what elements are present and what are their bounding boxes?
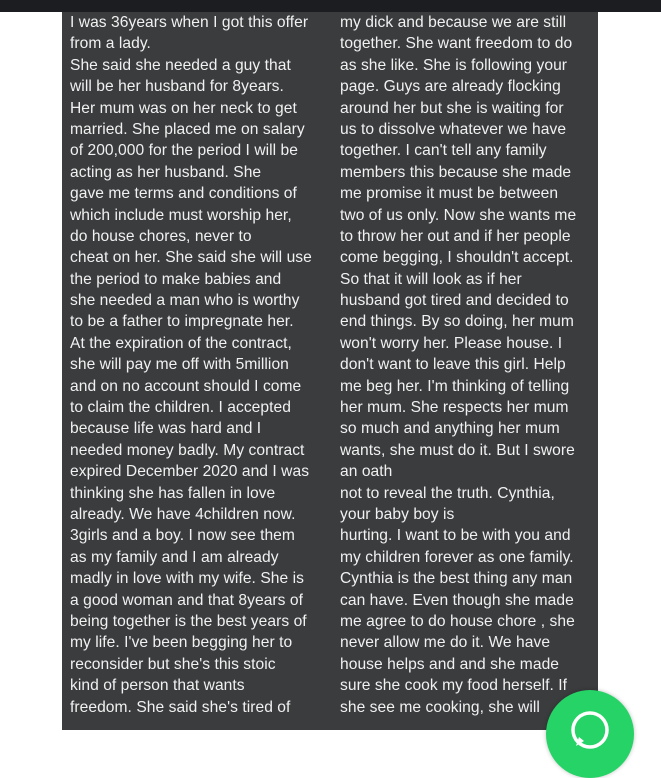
post-text-line: acting as her husband. She <box>70 163 262 181</box>
post-text-line: she see me cooking, she will <box>340 698 540 716</box>
post-text-line: two of us only. Now she wants me <box>340 206 577 224</box>
post-text-line: won't worry her. Please house. I <box>340 334 563 352</box>
post-text-line: my dick and because we are still <box>340 14 567 31</box>
post-text-line: from a lady. <box>70 35 151 53</box>
post-text-line: me promise it must be between <box>340 185 559 203</box>
post-text-right-column <box>340 12 576 718</box>
post-text-line: her mum. She respects her mum <box>340 399 569 417</box>
post-text-line: She said she needed a guy that <box>70 56 291 74</box>
post-text-line: as my family and I am already <box>70 548 279 566</box>
post-text-line: not to reveal the truth. Cynthia, <box>340 484 555 502</box>
whatsapp-chat-button[interactable] <box>546 690 634 778</box>
post-text-line: husband got tired and decided to <box>340 292 569 310</box>
post-text-line: being together is the best years of <box>70 612 307 630</box>
post-text-line: house helps and and she made <box>340 655 560 673</box>
post-text-line: will be her husband for 8years. <box>70 78 284 96</box>
post-text-line: hurting. I want to be with you and <box>340 527 571 545</box>
post-text-line: Cynthia is the best thing any man <box>340 570 573 588</box>
post-text-line: do house chores, never to <box>70 227 252 245</box>
post-text-line: us to dissolve whatever we have <box>340 120 567 138</box>
post-text-line: married. She placed me on salary <box>70 120 305 138</box>
post-text-line: don't want to leave this girl. Help <box>340 356 566 374</box>
post-text-line: freedom. She said she's tired of <box>70 698 291 716</box>
post-text-line: to be a father to impregnate her. <box>70 313 294 331</box>
top-bar <box>0 0 661 12</box>
post-text-line: never allow me do it. We have <box>340 634 551 652</box>
post-text-line: page. Guys are already flocking <box>340 78 561 96</box>
post-text-line: expired December 2020 and I was <box>70 463 310 481</box>
post-text-line: come begging, I shouldn't accept. <box>340 249 574 267</box>
post-text-line: my life. I've been begging her to <box>70 634 293 652</box>
post-text-line: already. We have 4children now. <box>70 505 296 523</box>
post-text-line: together. I can't tell any family <box>340 142 547 160</box>
post-text-line: me agree to do house chore , she <box>340 612 575 630</box>
post-text-line: to claim the children. I accepted <box>70 399 291 417</box>
post-text-line: which include must worship her, <box>70 206 292 224</box>
post-text-line: madly in love with my wife. She is <box>70 570 304 588</box>
post-text-line: So that it will look as if her <box>340 270 522 288</box>
post-text-line: as she like. She is following your <box>340 56 568 74</box>
post-text-line: an oath <box>340 463 393 481</box>
post-text-line: to throw her out and if her people <box>340 227 571 245</box>
post-text-line: together. She want freedom to do <box>340 35 573 53</box>
post-text-line: needed money badly. My contract <box>70 441 305 459</box>
post-text-line: a good woman and that 8years of <box>70 591 304 609</box>
post-text-line: end things. By so doing, her mum <box>340 313 574 331</box>
post-text-line: members this because she made <box>340 163 572 181</box>
post-text-line: my children forever as one family. <box>340 548 574 566</box>
post-text-left-column <box>70 12 312 718</box>
post-text-line: At the expiration of the contract, <box>70 334 292 352</box>
post-text-line: 3girls and a boy. I now see them <box>70 527 295 545</box>
post-text-line: so much and anything her mum <box>340 420 560 438</box>
post-text-line: she needed a man who is worthy <box>70 292 300 310</box>
post-text-line: gave me terms and conditions of <box>70 185 297 203</box>
post-text-line: can have. Even though she made <box>340 591 574 609</box>
post-text-line: reconsider but she's this stoic <box>70 655 276 673</box>
post-text-line: I was 36years when I got this offer <box>70 14 309 31</box>
post-text-line: and on no account should I come <box>70 377 302 395</box>
post-text-line: because life was hard and I <box>70 420 262 438</box>
post-text-line: kind of person that wants <box>70 677 245 695</box>
post-text-line: of 200,000 for the period I will be <box>70 142 299 160</box>
post-text-line: cheat on her. She said she will use <box>70 249 312 267</box>
post-text-line: the period to make babies and <box>70 270 282 288</box>
post-text-line: wants, she must do it. But I swore <box>340 441 575 459</box>
post-text-line: Her mum was on her neck to get <box>70 99 297 117</box>
post-text-line: around her but she is waiting for <box>340 99 564 117</box>
whatsapp-icon <box>568 708 612 752</box>
post-text-line: your baby boy is <box>340 505 455 523</box>
post-text-line: she will pay me off with 5million <box>70 356 289 374</box>
post-text-line: me beg her. I'm thinking of telling <box>340 377 570 395</box>
post-text-line: thinking she has fallen in love <box>70 484 276 502</box>
post-text-line: sure she cook my food herself. If <box>340 677 567 695</box>
